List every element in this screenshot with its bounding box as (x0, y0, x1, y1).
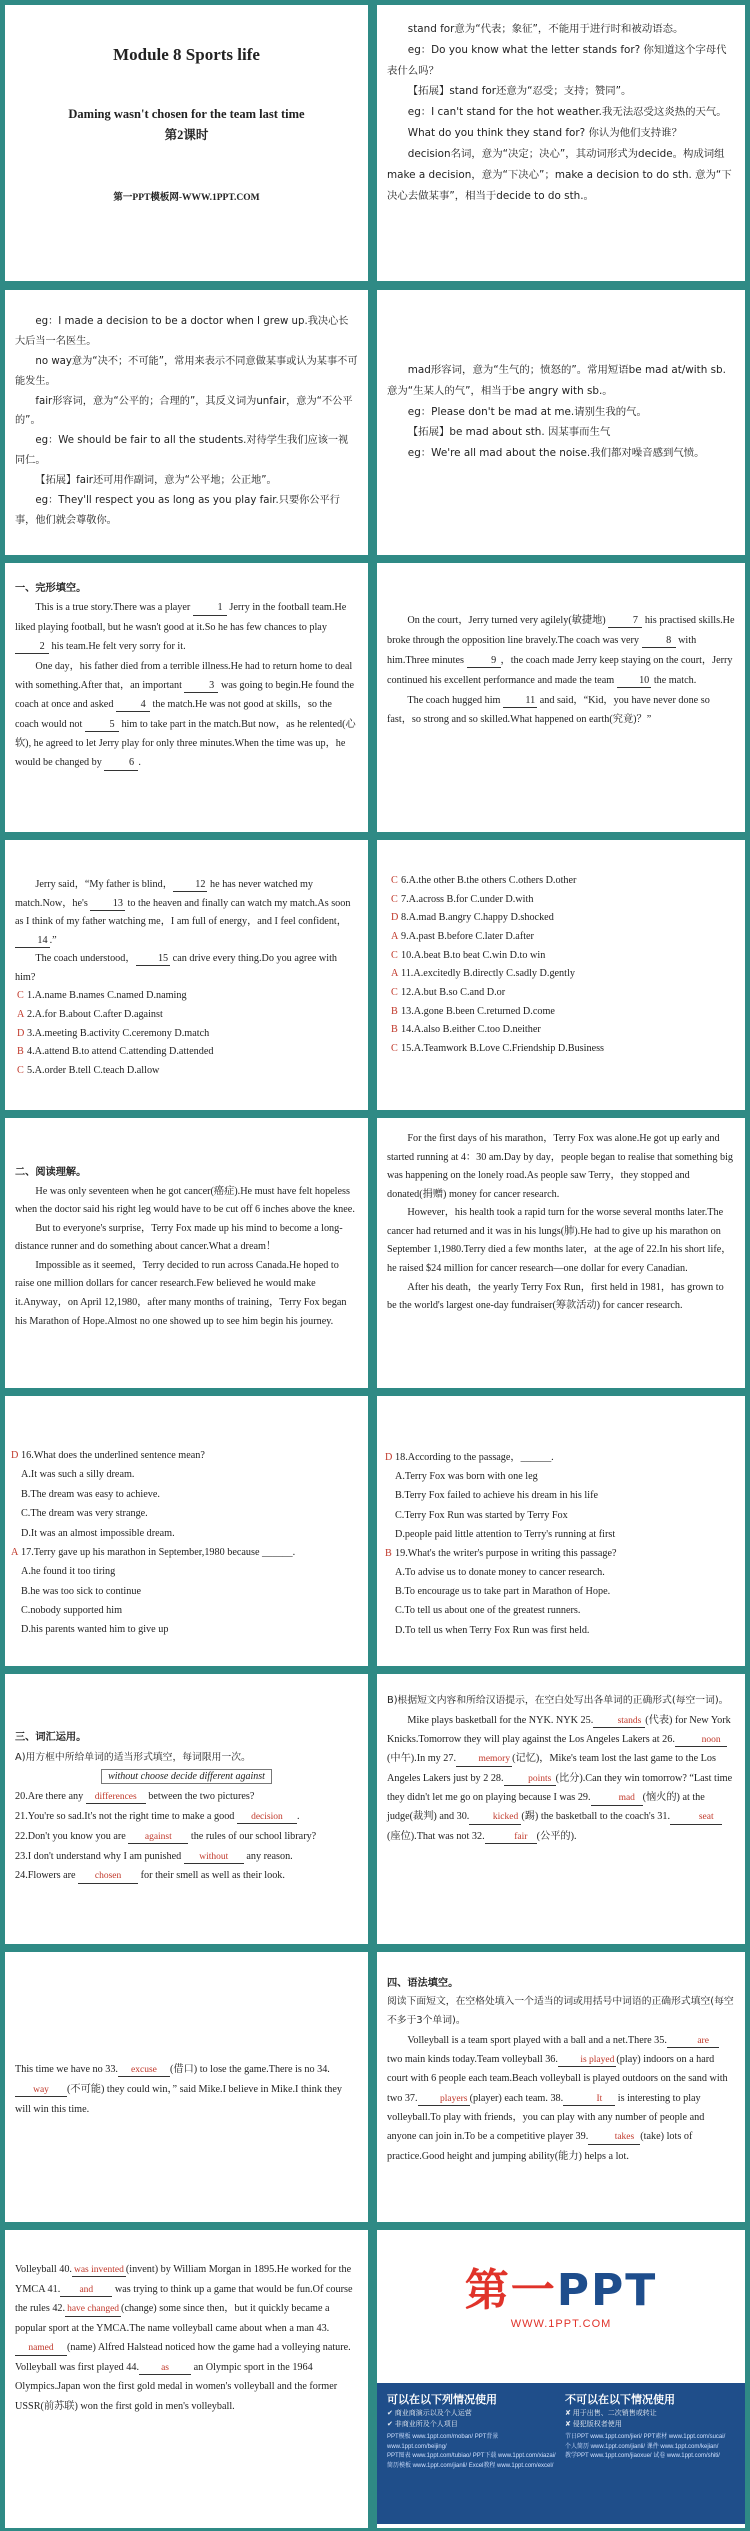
explanation-line: stand for意为“代表；象征”，不能用于进行时和被动语态。 (407, 23, 684, 35)
option-row (391, 928, 735, 947)
item-text: for their smell as well as their look. (138, 1870, 285, 1882)
answer-letter: D (391, 912, 399, 924)
paragraph-text: (name) Alfred Halstead noticed how the game had a volleying nature. Volleyball was first played 44. (15, 2342, 351, 2373)
answer-option: B.Terry Fox failed to achieve his dream in his life (395, 1490, 598, 1502)
answer-option: D.people paid little attention to Terry's running at first (395, 1528, 616, 1540)
option-text: 12.A.but B.so C.and D.or (401, 986, 506, 998)
reading-paragraph: But to everyone's surprise，Terry Fox made up his mind to become a long-distance runner and do something about cancer.What a dream！ (15, 1222, 343, 1253)
option-text: 10.A.beat B.to beat C.win D.to win (401, 949, 546, 961)
link-list[interactable]: PPT模板 www.1ppt.com/moban/ PPT背景 www.1ppt.com/beijing/ PPT图表 www.1ppt.com/tubiao/ PPT下载 www.1ppt.com/xiazai/ 简历模板 www.1ppt.com/jianli/ Excel教程 www.1ppt.com/excel/ (387, 2434, 556, 2469)
answer-option: A.To advise us to donate money to cancer research. (395, 1567, 605, 1579)
explanation-line: eg：Do you know what the letter stands for? 你知道这个字母代表什么吗？ (387, 43, 727, 77)
paragraph-text: two main kinds today.Team volleyball 36. (387, 2053, 558, 2065)
answer-blank[interactable]: excuse (118, 2065, 170, 2077)
paragraph-text: (座位).That was not 32. (387, 1830, 485, 1842)
answer-blank[interactable]: differences (86, 1792, 146, 1804)
blank-number[interactable]: 8 (642, 635, 676, 648)
answer-option: A.Terry Fox was born with one leg (395, 1471, 538, 1483)
answer-blank[interactable]: and (60, 2285, 112, 2297)
answer-blank[interactable]: memory (456, 1754, 512, 1766)
cloze-paragraph (15, 876, 358, 950)
explanation-line: eg：They'll respect you as long as you play fair.只要你公平行事，他们就会尊敬你。 (15, 495, 340, 526)
answer-blank[interactable]: named (15, 2343, 67, 2355)
paragraph-text: Volleyball 40. (15, 2264, 72, 2275)
question-text: 17.Terry gave up his marathon in September,1980 because ______. (21, 1546, 296, 1558)
blank-number[interactable]: 2 (15, 641, 49, 654)
answer-option: C.nobody supported him (21, 1605, 123, 1616)
slide-cloze-3 (5, 840, 368, 1110)
explanation-line: 【拓展】stand for还意为“忍受；支持；赞同”。 (407, 85, 632, 98)
reading-paragraph: Impossible as it seemed，Terry decided to run across Canada.He hoped to raise one million dollars for cancer research.Few believed he would make it.Anyway，on April 12,1980，after many months of training，Terry Fox began his Marathon of Hope.Almost no one showed up to see him begin his journey. (15, 1259, 347, 1327)
answer-blank[interactable]: is played (558, 2055, 616, 2067)
reading-paragraph: After his death，the yearly Terry Fox Run，first held in 1981，has grown to be the world's largest one-day fundraiser(筹款活动) for cancer research. (387, 1281, 724, 1312)
answer-letter: C (391, 1042, 398, 1054)
question (385, 1544, 735, 1563)
paragraph-text: (take) lots of practice.Good height and jumping ability(能力) helps a lot. (387, 2131, 693, 2162)
cloze-paragraph (15, 950, 358, 987)
slide-vocab-decision (5, 290, 368, 555)
option-row (391, 965, 735, 984)
option-text: 1.A.name B.names C.named D.naming (27, 990, 187, 1002)
answer-blank[interactable]: chosen (78, 1871, 138, 1883)
usage-denied-text: ✘ 用于出售、二次销售或转让 ✘ 侵犯版权者使用 (565, 2410, 657, 2428)
option-text: 8.A.mad B.angry C.happy D.shocked (401, 912, 554, 924)
section-heading: 一、完形填空。 (15, 583, 87, 594)
answer-option: B.To encourage us to take part in Marathon of Hope. (395, 1586, 611, 1598)
section-heading: 二、阅读理解。 (15, 1167, 87, 1178)
exercise-paragraph (15, 2260, 358, 2417)
exercise-item (15, 1827, 358, 1847)
explanation-line: mad形容词，意为“生气的；愤怒的”。常用短语be mad at/with sb. 意为“生某人的气”，相当于be angry with sb.。 (387, 364, 726, 397)
paragraph-text: his practised skills.He broke through the opposition line bravely.The coach was very (387, 615, 735, 646)
answer-blank[interactable]: seat (670, 1812, 722, 1824)
blank-number[interactable]: 14 (15, 935, 50, 948)
answer-option: D.his parents wanted him to give up (21, 1624, 169, 1636)
option-row (391, 947, 735, 966)
item-text: 22.Don't you know you are (15, 1830, 129, 1842)
option-text: 5.A.order B.tell C.teach D.allow (27, 1064, 160, 1076)
slide-reading-2 (377, 1118, 745, 1388)
option-text: 15.A.Teamwork B.Love C.Friendship D.Business (401, 1042, 605, 1054)
option-row (391, 1003, 735, 1022)
answer-option: C.To tell us about one of the greatest runners. (395, 1605, 581, 1617)
item-text: between the two pictures? (145, 1790, 255, 1802)
paragraph-text: ，the coach made Jerry keep staying on the court，Jerry continued his excellent performance and made the team (387, 654, 733, 686)
paragraph-text: The coach understood， (35, 953, 136, 965)
slide-grammar-fill (377, 1952, 745, 2222)
explanation-line: decision名词，意为“决定；决心”，其动词形式为decide。构成词组make a decision，意为“下决心”；make a decision to do sth. 意为“下决心去做某事”，相当于decide to do sth.。 (387, 147, 732, 202)
blank-number[interactable]: 1 (193, 602, 227, 615)
answer-blank[interactable]: It (563, 2094, 615, 2106)
option-text: 2.A.for B.about C.after D.against (27, 1008, 163, 1020)
usage-allowed-text: ✔ 商业商演示以及个人运营 ✔ 非商业所及个人项目 (387, 2410, 472, 2428)
option-text: 14.A.also B.either C.too D.neither (401, 1024, 541, 1036)
word-box: without choose decide different against (101, 1769, 272, 1784)
section-heading: 四、语法填空。 (387, 1978, 459, 1989)
page-title: Module 8 Sports life (113, 45, 260, 64)
answer-blank[interactable]: mad (591, 1793, 643, 1805)
question-text: 18.According to the passage，______. (395, 1452, 554, 1463)
reading-paragraph: However，his health took a rapid turn for the worse several months later.The cancer had returned and it was in his lungs(肺).He had to give up his marathon on September 1,1980.Terry died a few months later，at the age of 22.In his short life，he raised $24 million for cancer research—one dollar for every Canadian. (387, 1207, 732, 1274)
explanation-line: eg：Please don't be mad at me.请别生我的气。 (407, 405, 647, 418)
slide-title (5, 5, 368, 281)
slide-vocab-stand-for (377, 5, 745, 281)
logo-url: WWW.1PPT.COM (510, 2317, 612, 2330)
usage-allowed-title: 可以在以下列情况使用 (387, 2394, 497, 2406)
paragraph-text: One day，his father died from a terrible illness.He had to return home to deal with something.After that，an important (15, 660, 353, 691)
lesson-number: 第2课时 (164, 128, 209, 142)
explanation-line: eg：We should be fair to all the students.对待学生我们应该一视同仁。 (15, 435, 349, 467)
paragraph-text: an Olympic sport in the 1964 Olympics.Japan won the first gold medal in women's volleyball and the former USSR(前苏联) won the first gold in men's volleyball. (15, 2361, 338, 2413)
answer-letter: D (385, 1452, 393, 1463)
explanation-line: 【拓展】be mad about sth. 因某事而生气 (407, 426, 611, 439)
option-row (17, 1062, 358, 1081)
logo-text (465, 2254, 658, 2318)
exercise-item (15, 1866, 358, 1886)
slide-vocab-exercise-b-cont (5, 1952, 368, 2222)
item-text: any reason. (243, 1850, 293, 1862)
answer-option: C.The dream was very strange. (21, 1508, 148, 1520)
item-text: 21.You're so sad.It's not the right time to make a good (15, 1810, 237, 1822)
cloze-paragraph (387, 611, 735, 691)
paragraph-text: he has never watched my match.Now，he's (15, 879, 313, 909)
paragraph-text: the match.He was not good at skills，so the coach would not (15, 699, 332, 730)
answer-blank[interactable]: are (667, 2036, 719, 2048)
paragraph-text: .” (49, 934, 57, 946)
slide-vocab-mad (377, 290, 745, 555)
answer-letter: D (11, 1450, 19, 1461)
blank-number[interactable]: 5 (85, 719, 119, 732)
option-text: 4.A.attend B.to attend C.attending D.attended (27, 1046, 214, 1058)
option-text: 9.A.past B.before C.later D.after (401, 930, 534, 942)
item-text: 20.Are there any (15, 1790, 86, 1802)
answer-letter: A (391, 930, 399, 942)
usage-denied-title: 不可以在以下情况使用 (565, 2394, 675, 2406)
item-text: 24.Flowers are (15, 1870, 79, 1882)
answer-blank[interactable]: decision (237, 1812, 297, 1824)
slide-vocab-exercise-b (377, 1674, 745, 1944)
instructions: 阅读下面短文，在空格处填入一个适当的词或用括号中词语的正确形式填空(每空不多于3个单词)。 (387, 1996, 734, 2026)
paragraph-text: (踢) the basketball to the coach's 31. (521, 1811, 671, 1823)
paragraph-text: (代表) for New York Knicks.Tomorrow they will play against the Los Angeles Lakers at 26. (387, 1714, 731, 1745)
brand-logo (377, 2230, 745, 2353)
reading-paragraph: He was only seventeen when he got cancer(癌症).He must have felt hopeless when the doctor said his right leg would have to be cut off 6 inches above the knee. (15, 1185, 355, 1216)
paragraph-text: with him.Three minutes (387, 634, 697, 666)
question (385, 1448, 735, 1467)
answer-blank[interactable]: as (139, 2363, 191, 2375)
question-text: 19.What's the writer's purpose in writing this passage? (395, 1547, 617, 1559)
paragraph-text: (中午).In my 27. (387, 1753, 457, 1765)
blank-number[interactable]: 10 (617, 675, 652, 688)
slide-brand (377, 2230, 745, 2528)
blank-number[interactable]: 9 (467, 655, 501, 668)
answer-option: B.The dream was easy to achieve. (21, 1488, 160, 1500)
answer-blank[interactable]: points (504, 1774, 556, 1786)
paragraph-text: (play) indoors on a hard court with 6 people each team.Beach volleyball is played outdoors on the sand with two 37. (387, 2053, 728, 2104)
item-text: 23.I don't understand why I am punished (15, 1850, 184, 1862)
option-text: 6.A.the other B.the others C.others D.other (401, 875, 577, 886)
answer-letter: A (391, 968, 399, 980)
answer-letter: D (17, 1027, 25, 1039)
usage-panel (377, 2383, 745, 2524)
slide-grammar-fill-cont (5, 2230, 368, 2528)
question (11, 1543, 358, 1562)
instructions: B)根据短文内容和所给汉语提示，在空白处写出各单词的正确形式(每空一词)。 (387, 1695, 729, 1706)
paragraph-text: (不可能) they could win，” said Mike.I believe in Mike.I think they will win this time. (15, 2083, 342, 2115)
paragraph-text: (记忆)，Mike's team lost the last game to the Los Angeles Lakers just by 2 28. (387, 1753, 716, 1784)
paragraph-text: to the heaven and finally can watch my match.As soon as I think of my father watching me，I am full of energy，and I feel confident， (15, 897, 351, 928)
slide-vocab-exercise-a (5, 1674, 368, 1944)
answer-letter: A (17, 1008, 25, 1020)
link-list[interactable]: 节日PPT www.1ppt.com/jieri/ PPT素材 www.1ppt.com/sucai/ 个人简历 www.1ppt.com/jianli/ 课件 www.1ppt.com/kejian/ 教学PPT www.1ppt.com/jiaoxue/ 试卷 www.1ppt.com/shiti/ (565, 2434, 726, 2460)
answer-option: C.Terry Fox Run was started by Terry Fox (395, 1509, 568, 1521)
answer-option: B.he was too sick to continue (21, 1585, 141, 1597)
paragraph-text: On the court，Jerry turned very agilely(敏捷地) (407, 615, 609, 626)
answer-blank[interactable]: stands (593, 1716, 645, 1728)
option-row (17, 1043, 358, 1062)
slide-cloze-1 (5, 563, 368, 832)
explanation-line: eg：I can't stand for the hot weather.我无法忍受这炎热的天气。 (407, 106, 727, 119)
cloze-paragraph (15, 657, 358, 773)
answer-blank[interactable]: noon (675, 1735, 727, 1747)
blank-number[interactable]: 7 (608, 615, 642, 628)
answer-option: A.he found it too tiring (21, 1566, 116, 1578)
exercise-paragraph (387, 1711, 735, 1847)
answer-letter: C (17, 1064, 24, 1076)
paragraph-text: Volleyball is a team sport played with a ball and a net.There 35. (407, 2034, 667, 2046)
paragraph-text: and said，“Kid，you have never done so fast，so strong and so skilled.What happened on earth(究竟)？” (387, 694, 710, 726)
answer-blank[interactable]: kicked (469, 1812, 521, 1824)
exercise-paragraph (387, 2031, 735, 2167)
answer-blank[interactable]: have changed (65, 2304, 121, 2316)
slide-reading-q1 (5, 1396, 368, 1666)
question (11, 1446, 358, 1465)
paragraph-text: his team.He felt very sorry for it. (49, 641, 186, 653)
option-row (17, 1025, 358, 1044)
site-credit: 第一PPT模板网-WWW.1PPT.COM (113, 193, 260, 203)
explanation-line: fair形容词，意为“公平的；合理的”，其反义词为unfair，意为“不公平的”。 (15, 395, 353, 427)
slide-reading-1 (5, 1118, 368, 1388)
explanation-line: eg：I made a decision to be a doctor when I grew up.我决心长大后当一名医生。 (15, 316, 349, 347)
paragraph-text: can drive every thing.Do you agree with him? (15, 953, 338, 983)
explanation-line: 【拓展】fair还可用作副词，意为“公平地；公正地”。 (35, 475, 277, 487)
answer-letter: B (385, 1547, 392, 1559)
answer-letter: A (11, 1546, 19, 1558)
paragraph-text: This time we have no 33. (15, 2064, 118, 2075)
reading-paragraph: For the first days of his marathon，Terry Fox was alone.He got up early and started running at 4：30 am.Day by day，people began to realise that something big was happening on the lonely road.As people saw Terry，they stopped and donated(捐赠) money for cancer research. (387, 1133, 734, 1200)
blank-number[interactable]: 6 (104, 757, 138, 770)
answer-blank[interactable]: was invented (72, 2265, 126, 2277)
explanation-line: eg：We're all mad about the noise.我们都对噪音感到气愤。 (407, 447, 705, 460)
option-row (17, 987, 358, 1006)
paragraph-text: (比分).Can they win tomorrow? “Last time they didn't let me go on playing because I was 29. (387, 1772, 733, 1804)
paragraph-text: Jerry in the football team.He liked playing football, but he wasn't good at it.So he has few chances to play (15, 602, 347, 633)
exercise-item (15, 1787, 358, 1807)
paragraph-text: This is a true story.There was a player (35, 602, 193, 614)
paragraph-text: (借口) to lose the game.There is no 34. (169, 2064, 330, 2075)
instructions: A)用方框中所给单词的适当形式填空，每词限用一次。 (15, 1751, 251, 1763)
answer-option: D.It was an almost impossible dream. (21, 1527, 175, 1539)
option-row (391, 891, 735, 910)
answer-option: D.To tell us when Terry Fox Run was first held. (395, 1624, 590, 1636)
paragraph-text: (player) each team. 38. (469, 2092, 564, 2104)
answer-blank[interactable]: way (15, 2085, 67, 2097)
exercise-item (15, 1847, 358, 1867)
option-text: 3.A.meeting B.activity C.ceremony D.match (27, 1027, 210, 1039)
answer-letter: C (391, 893, 398, 905)
blank-number[interactable]: 13 (90, 898, 125, 911)
cloze-paragraph (387, 691, 735, 731)
exercise-paragraph (15, 2060, 358, 2120)
paragraph-text: is interesting to play volleyball.To play with friends，you can play with any number of people and anyone can join in.To be a competitive player 39. (387, 2092, 705, 2143)
section-heading: 三、词汇运用。 (15, 1732, 87, 1743)
blank-number[interactable]: 4 (116, 699, 150, 712)
question-text: 16.What does the underlined sentence mean? (21, 1450, 205, 1461)
answer-letter: B (391, 1005, 398, 1017)
option-text: 13.A.gone B.been C.returned D.come (401, 1005, 555, 1017)
answer-letter: C (17, 990, 24, 1002)
option-row (17, 1006, 358, 1025)
option-text: 11.A.excitedly B.directly C.sadly D.gently (401, 968, 575, 980)
answer-letter: C (391, 949, 398, 961)
exercise-item (15, 1807, 358, 1827)
explanation-line: What do you think they stand for? 你认为他们支持谁？ (407, 127, 682, 140)
lesson-title: Daming wasn't chosen for the team last time (68, 107, 305, 121)
option-row (391, 1021, 735, 1040)
blank-number[interactable]: 12 (173, 879, 208, 892)
slide-cloze-2 (377, 563, 745, 832)
option-row (391, 872, 735, 891)
answer-blank[interactable]: fair (485, 1832, 537, 1844)
paragraph-text: (change) some since then，but it quickly became a popular sport at the YMCA.The name volleyball came about when a man 43. (15, 2303, 330, 2334)
paragraph-text: (恼火的) at the judge(裁判) and 30. (387, 1792, 705, 1823)
logo-text-part: PPT (556, 2264, 658, 2316)
answer-letter: C (391, 875, 398, 886)
item-text: . (296, 1810, 300, 1822)
logo-text-part: 第一 (464, 2264, 557, 2316)
explanation-line: no way意为“决不；不可能”，常用来表示不同意做某事或认为某事不可能发生。 (15, 355, 358, 387)
blank-number[interactable]: 11 (503, 695, 537, 708)
option-row (391, 984, 735, 1003)
paragraph-text: was going to begin.He found the coach at once and asked (15, 679, 355, 711)
slide-reading-q2 (377, 1396, 745, 1666)
paragraph-text: (invent) by William Morgan in 1895.He worked for the YMCA 41. (15, 2264, 352, 2295)
paragraph-text: him to take part in the match.But now，as he relented(心软), he agreed to let Jerry play for only three minutes.When the time was up，he would be changed by (15, 718, 356, 769)
answer-blank[interactable]: against (128, 1832, 188, 1844)
answer-blank[interactable]: players (418, 2094, 470, 2106)
blank-number[interactable]: 15 (136, 953, 171, 966)
answer-letter: C (391, 986, 398, 998)
option-text: 7.A.across B.for C.under D.with (401, 893, 534, 905)
blank-number[interactable]: 3 (184, 680, 218, 693)
paragraph-text: Mike plays basketball for the NYK. NYK 25. (407, 1714, 594, 1726)
paragraph-text: The coach hugged him (407, 694, 504, 706)
item-text: the rules of our school library? (188, 1830, 317, 1842)
paragraph-text: the match. (651, 674, 697, 686)
slide-cloze-options (377, 840, 745, 1110)
paragraph-text: was trying to think up a game that would be fun.Of course the rules 42. (15, 2283, 353, 2315)
paragraph-text: (公平的). (536, 1830, 577, 1842)
answer-blank[interactable]: takes (588, 2132, 640, 2144)
answer-letter: B (17, 1046, 24, 1058)
paragraph-text: Jerry said，“My father is blind， (35, 879, 173, 890)
answer-option: A.It was such a silly dream. (21, 1469, 135, 1481)
option-row (391, 909, 735, 928)
option-row (391, 1040, 735, 1059)
answer-blank[interactable]: without (184, 1852, 244, 1864)
answer-letter: B (391, 1024, 398, 1036)
paragraph-text: . (138, 757, 141, 769)
cloze-paragraph (15, 598, 358, 656)
